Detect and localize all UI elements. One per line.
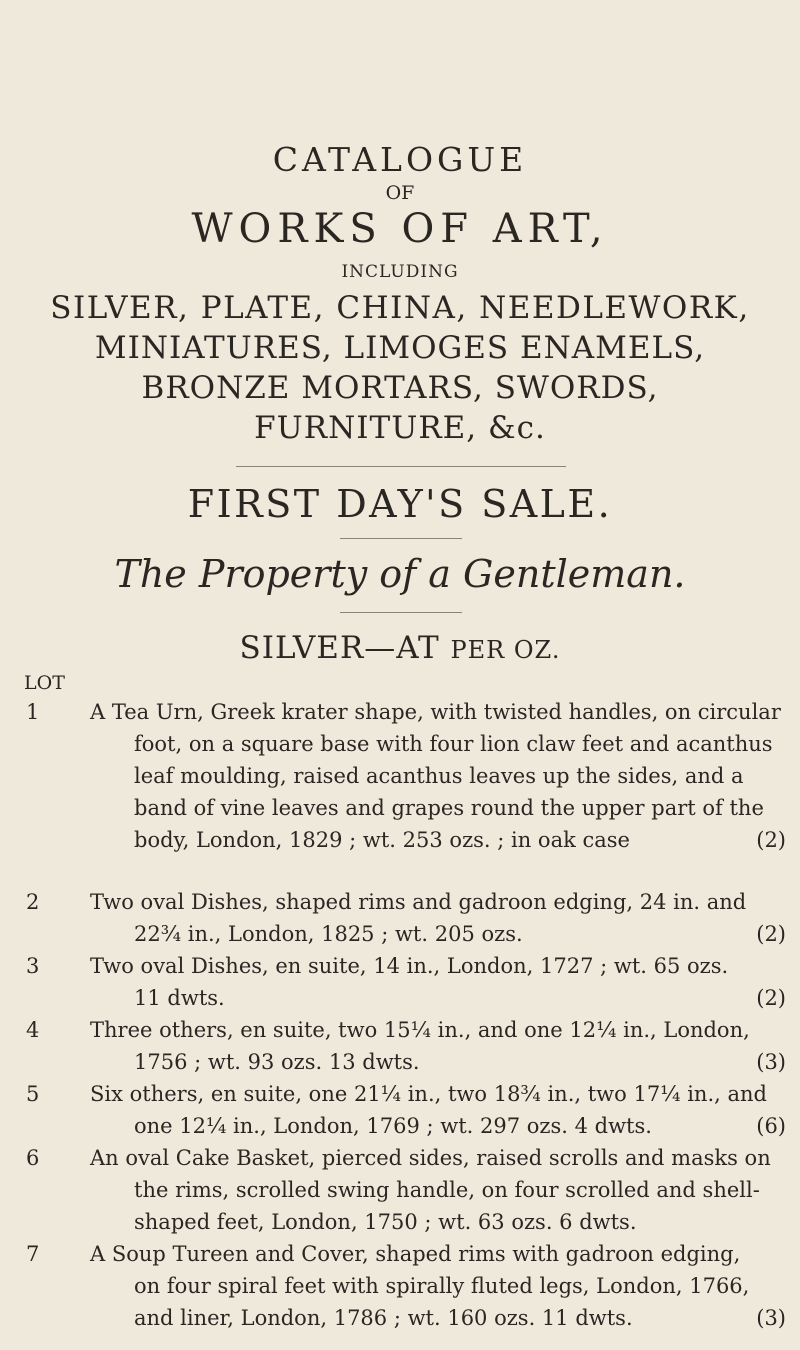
works-of-art-heading: WORKS OF ART, <box>191 206 609 252</box>
lot-quantity: (2) <box>756 828 786 852</box>
lot-quantity: (2) <box>756 986 786 1010</box>
lot-description-line: Three others, en suite, two 15¼ in., and one 12¼ in., London, <box>90 1018 750 1042</box>
lot-description-line: foot, on a square base with four lion claw feet and acanthus <box>134 732 773 756</box>
lot-description <box>90 696 786 856</box>
lot-description-line: the rims, scrolled swing handle, on four scrolled and shell- <box>134 1178 760 1202</box>
lot-quantity: (3) <box>756 1306 786 1330</box>
section-heading-main: SILVER—AT <box>239 630 451 666</box>
lot-description <box>90 886 786 950</box>
lot-description-line: shaped feet, London, 1750 ; wt. 63 ozs. 6 dwts. <box>134 1210 637 1234</box>
divider-rule <box>236 466 566 467</box>
lot-description-line: Six others, en suite, one 21¼ in., two 18¾ in., two 17¼ in., and <box>90 1082 767 1106</box>
lot-quantity: (3) <box>756 1050 786 1074</box>
lot-description-line: Two oval Dishes, shaped rims and gadroon edging, 24 in. and <box>90 890 747 914</box>
of-text: OF <box>385 182 415 204</box>
lot-description <box>90 1142 786 1238</box>
lot-description <box>90 950 786 1014</box>
lot-number: 2 <box>26 890 40 914</box>
catalogue-heading: CATALOGUE <box>272 140 528 179</box>
contents-line-2: MINIATURES, LIMOGES ENAMELS, <box>94 330 706 366</box>
lot-description-line: band of vine leaves and grapes round the upper part of the <box>134 796 764 820</box>
lot-description-line: one 12¼ in., London, 1769 ; wt. 297 ozs. 4 dwts. (6) <box>90 1110 786 1142</box>
lot-description <box>90 1238 786 1334</box>
lot-description-line: 1756 ; wt. 93 ozs. 13 dwts. (3) <box>90 1046 786 1078</box>
lot-description-line: A Soup Tureen and Cover, shaped rims with gadroon edging, <box>90 1242 741 1266</box>
lot-description-line: Two oval Dishes, en suite, 14 in., London, 1727 ; wt. 65 ozs. <box>90 954 729 978</box>
lot-quantity: (2) <box>756 922 786 946</box>
including-text: INCLUDING <box>341 262 459 282</box>
lot-description-line: body, London, 1829 ; wt. 253 ozs. ; in oak case (2) <box>90 824 786 856</box>
lot-description <box>90 1014 786 1078</box>
lot-number: 6 <box>26 1146 40 1170</box>
lot-number: 4 <box>26 1018 40 1042</box>
lot-description-line: leaf moulding, raised acanthus leaves up the sides, and a <box>134 764 744 788</box>
lot-description-line: 11 dwts. (2) <box>90 982 786 1014</box>
lot-number: 5 <box>26 1082 40 1106</box>
contents-line-4: FURNITURE, &c. <box>254 410 546 446</box>
lot-description-line: and liner, London, 1786 ; wt. 160 ozs. 11 dwts. (3) <box>90 1302 786 1334</box>
section-heading <box>0 630 800 666</box>
property-heading: The Property of a Gentleman. <box>114 552 686 596</box>
section-heading-small: PER OZ. <box>450 636 561 664</box>
lot-description-line: 22¾ in., London, 1825 ; wt. 205 ozs. (2) <box>90 918 786 950</box>
contents-line-3: BRONZE MORTARS, SWORDS, <box>141 370 659 406</box>
first-day-sale-heading: FIRST DAY'S SALE. <box>187 482 613 526</box>
divider-rule <box>340 538 462 539</box>
lot-description-line: A Tea Urn, Greek krater shape, with twisted handles, on circular <box>90 700 781 724</box>
lot-description-line: An oval Cake Basket, pierced sides, raised scrolls and masks on <box>90 1146 771 1170</box>
lot-number: 1 <box>26 700 40 724</box>
lot-number: 3 <box>26 954 40 978</box>
lot-description <box>90 1078 786 1142</box>
lot-number: 7 <box>26 1242 40 1266</box>
divider-rule <box>340 612 462 613</box>
lot-description-line: on four spiral feet with spirally fluted legs, London, 1766, <box>134 1274 750 1298</box>
lot-quantity: (6) <box>756 1114 786 1138</box>
lot-column-header: LOT <box>24 672 65 694</box>
contents-line-1: SILVER, PLATE, CHINA, NEEDLEWORK, <box>50 290 750 326</box>
